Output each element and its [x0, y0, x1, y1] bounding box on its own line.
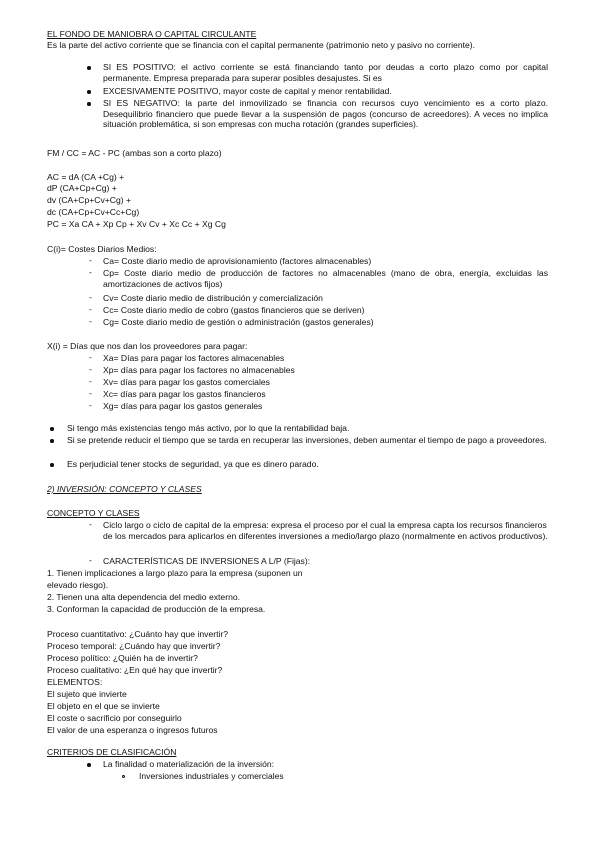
- bullet-dot: [50, 463, 54, 467]
- formula-line: dP (CA+Cp+Cg) +: [47, 183, 117, 193]
- costes-heading: C(i)= Costes Diarios Medios:: [47, 244, 157, 254]
- note-item: Si tengo más existencias tengo más activo, por lo que la rentabilidad baja.: [67, 423, 350, 433]
- dash-marker: -: [89, 364, 92, 374]
- sub-bullet-circle: [122, 775, 125, 778]
- bullet-dot: [87, 66, 91, 70]
- proceso-item: Proceso temporal: ¿Cuándo hay que invertir?: [47, 641, 221, 651]
- bullet-dot: [50, 439, 54, 443]
- dias-item: Xg= días para pagar los gastos generales: [103, 401, 263, 411]
- formula-line: dv (CA+Cp+Cv+Cg) +: [47, 195, 132, 205]
- dash-marker: -: [89, 304, 92, 314]
- coste-item: Cp= Coste diario medio de producción de factores no almacenables (mano de obra, energía, excluidas las amortizaciones de activos fijos): [103, 268, 548, 289]
- proceso-item: Proceso político: ¿Quién ha de invertir?: [47, 653, 198, 663]
- fondo-bullet-negative: SI ES NEGATIVO: la parte del inmovilizado se financia con recursos cuyo vencimiento es a corto plazo. Desequilibrio financiero que puede llevar a la suspensión de pagos (concurso de acreedores). A veces no implica situación problemática, si son empresas con mucha rotación (grandes superficies).: [103, 98, 548, 130]
- fm-formula: FM / CC = AC - PC (ambas son a corto plazo): [47, 148, 222, 158]
- dash-marker: -: [89, 400, 92, 410]
- section-title-inversion: 2) INVERSIÓN: CONCEPTO Y CLASES: [47, 484, 202, 494]
- bullet-dot: [87, 102, 91, 106]
- coste-item: Cg= Coste diario medio de gestión o administración (gastos generales): [103, 317, 374, 327]
- dias-item: Xc= días para pagar los gastos financieros: [103, 389, 266, 399]
- dias-item: Xp= días para pagar los factores no almacenables: [103, 365, 295, 375]
- bullet-dot: [87, 763, 91, 767]
- dias-item: Xa= Días para pagar los factores almacenables: [103, 353, 285, 363]
- coste-item: Ca= Coste diario medio de aprovisionamiento (factores almacenables): [103, 256, 372, 266]
- dash-marker: -: [89, 352, 92, 362]
- caracteristicas-heading: CARACTERÍSTICAS DE INVERSIONES A L/P (Fijas):: [103, 556, 311, 566]
- note-item: Si se pretende reducir el tiempo que se tarda en recuperar las inversiones, deben aumentar el tiempo de pago a proveedores.: [67, 435, 547, 445]
- dash-marker: -: [89, 255, 92, 265]
- dias-heading: X(i) = Días que nos dan los proveedores para pagar:: [47, 341, 248, 351]
- numbered-item: 2. Tienen una alta dependencia del medio externo.: [47, 592, 241, 602]
- fondo-bullet-positive: SI ES POSITIVO: el activo corriente se está financiando tanto por deudas a corto plazo como por capital permanente. Empresa preparada para superar posibles desajustes. Si es: [103, 62, 548, 83]
- bullet-dot: [87, 90, 91, 94]
- dash-marker: -: [89, 316, 92, 326]
- coste-item: Cv= Coste diario medio de distribución y comercialización: [103, 293, 323, 303]
- dash-marker: -: [89, 555, 92, 565]
- dash-marker: -: [89, 267, 92, 277]
- fondo-definition: Es la parte del activo corriente que se financia con el capital permanente (patrimonio neto y pasivo no corriente).: [47, 40, 476, 50]
- ciclo-largo-text: Ciclo largo o ciclo de capital de la empresa: expresa el proceso por el cual la empresa capta los recursos financieros de los mercados para aplicarlos en diferentes inversiones a medio/largo plazo (normalmente en activos productivos).: [103, 520, 548, 541]
- elemento-item: El objeto en el que se invierte: [47, 701, 160, 711]
- formula-line: dc (CA+Cp+Cv+Cc+Cg): [47, 207, 140, 217]
- criterio-bullet: La finalidad o materialización de la inversión:: [103, 759, 275, 769]
- elemento-item: El sujeto que invierte: [47, 689, 127, 699]
- elemento-item: El valor de una esperanza o ingresos futuros: [47, 725, 218, 735]
- dias-item: Xv= días para pagar los gastos comerciales: [103, 377, 270, 387]
- elementos-heading: ELEMENTOS:: [47, 677, 103, 687]
- numbered-item: 3. Conforman la capacidad de producción de la empresa.: [47, 604, 266, 614]
- proceso-item: Proceso cualitativo: ¿En qué hay que invertir?: [47, 665, 223, 675]
- coste-item: Cc= Coste diario medio de cobro (gastos financieros que se deriven): [103, 305, 365, 315]
- bullet-dot: [50, 427, 54, 431]
- dash-marker: -: [89, 388, 92, 398]
- dash-marker: -: [89, 519, 92, 529]
- numbered-item: 1. Tienen implicaciones a largo plazo para la empresa (suponen un: [47, 568, 303, 578]
- formula-line: PC = Xa CA + Xp Cp + Xv Cv + Xc Cc + Xg Cg: [47, 219, 226, 229]
- proceso-item: Proceso cuantitativo: ¿Cuánto hay que invertir?: [47, 629, 229, 639]
- concepto-title: CONCEPTO Y CLASES: [47, 508, 140, 518]
- criterio-sub-item: Inversiones industriales y comerciales: [139, 771, 284, 781]
- numbered-item: elevado riesgo).: [47, 580, 109, 590]
- dash-marker: -: [89, 292, 92, 302]
- dash-marker: -: [89, 376, 92, 386]
- elemento-item: El coste o sacrificio por conseguirlo: [47, 713, 182, 723]
- formula-line: AC = dA (CA +Cg) +: [47, 172, 125, 182]
- note-item: Es perjudicial tener stocks de seguridad, ya que es dinero parado.: [67, 459, 319, 469]
- criterios-title: CRITERIOS DE CLASIFICACIÓN: [47, 747, 177, 757]
- fondo-bullet-excesivo: EXCESIVAMENTE POSITIVO, mayor coste de capital y menor rentabilidad.: [103, 86, 392, 96]
- section-title-fondo: EL FONDO DE MANIOBRA O CAPITAL CIRCULANTE: [47, 29, 257, 39]
